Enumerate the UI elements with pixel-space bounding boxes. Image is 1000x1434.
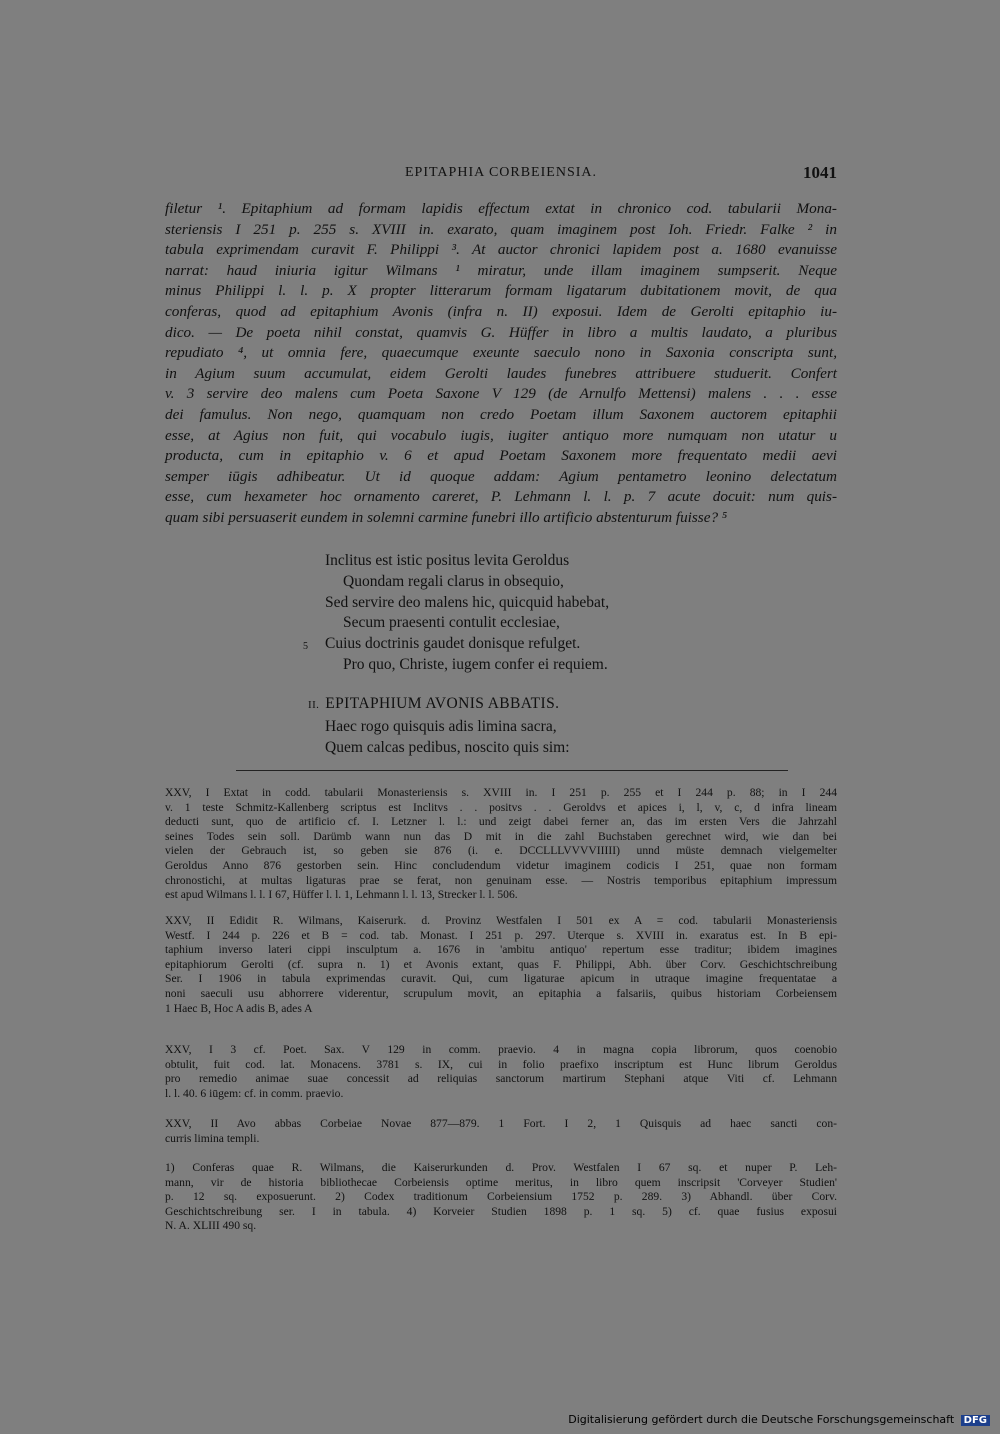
verse-line: Quem calcas pedibus, noscito quis sim: [325,738,570,756]
section-roman-numeral: II. [308,699,320,711]
verse-text: Secum praesenti contulit ecclesiae, [343,614,560,632]
header-title: EPITAPHIA CORBEIENSIA. [405,165,597,180]
apparatus-note-2 [165,914,837,1016]
credit-text: Digitalisierung gefördert durch die Deutsche Forschungsgemeinschaft [568,1413,955,1426]
digitization-credit [568,1413,990,1426]
note-line: Geroldus Anno 876 gestorben sein. Hinc concludendum videtur imaginem codicis I 251, quae non formam [165,858,837,872]
apparatus-note-1 [165,786,837,903]
paragraph-line: quam sibi persuaserit eundem in solemni carmine funebri illo artificio abstenturum fuisse? ⁵ [165,508,728,526]
verse-line [325,593,609,614]
dfg-logo: DFG [961,1415,990,1426]
verse-text: Quondam regali clarus in obsequio, [343,572,564,590]
commentary-note-1 [165,1043,837,1101]
paragraph-line: v. 3 servire deo malens cum Poeta Saxone V 129 (de Arnulfo Mettensi) malens . . . esse [165,385,837,403]
verse-line [325,572,609,593]
paragraph-line: dei famulus. Non nego, quamquam non credo Poetam illum Saxonem auctorem epitaphii [165,405,837,423]
paragraph-line: producta, cum in epitaphio v. 6 et apud Poetam Saxonem more frequentato medii aevi [165,447,837,465]
note-line: vielen der Gebrauch ist, so geben sie 876 (i. e. DCCLLLVVVVIIIII) unnd müste demnach vielgemelter [165,844,837,858]
note-line: Ser. I 1906 in tabula exprimendas curavit. Qui, cum ligaturae apicum in utraque imagine frequentatae a [165,972,837,986]
paragraph-line: minus Philippi l. l. p. X propter litterarum formam ligatarum dubitationem movit, de qua [165,282,837,300]
note-line: obtulit, fuit cod. lat. Monacens. 3781 s. IX, cui in folio praefixo inscriptum est Hunc librum Geroldus [165,1057,837,1071]
page-number: 1041 [803,163,837,182]
verse-text: Pro quo, Christe, iugem confer ei requiem. [343,655,608,673]
paragraph-line: filetur ¹. Epitaphium ad formam lapidis effectum extat in chronico cod. tabularii Mona- [165,200,837,217]
commentary-note-2 [165,1117,837,1146]
note-line: XXV, II Edidit R. Wilmans, Kaiserurk. d. Provinz Westfalen I 501 ex A = cod. tabularii Monasteriensis [165,914,837,927]
verse-line: Haec rogo quisquis adis limina sacra, [325,718,557,735]
footnote-line: N. A. XLIII 490 sq. [165,1219,257,1233]
section-heading [308,695,559,713]
note-line: epitaphiorum Gerolti (cf. supra n. 1) et Avonis extant, quas F. Philippi, Abh. über Corv. Geschichtschreibung [165,957,837,971]
paragraph-line: repudiato ⁴, ut omnia fere, quaecumque exeunte saeculo nono in Saxonia conscripta sunt, [165,344,837,362]
verse-text: Inclitus est istic positus levita Geroldus [325,552,570,569]
note-line: seines Todes sein soll. Darümb wann nun das D mit in die zahl Buchstaben gerechnet wird, wie dan bei [165,829,837,843]
paragraph-line: tabula exprimendam curavit F. Philippi ³. At auctor chronici lapidem post a. 1680 evanuisse [165,241,837,259]
running-header [165,161,837,185]
verse-line [325,613,609,634]
paragraph-line: esse, at Agius non fuit, qui vocabulo iugis, iugiter antiquo more numquam non utatur u [165,426,837,444]
note-line: deducti sunt, quo de artificio cf. I. Letzner l. l.: und zeigt dabei ferner an, das im ersten Vers die Jahrzahl [165,815,837,829]
note-line: XXV, I Extat in codd. tabularii Monasteriensis s. XVIII in. I 251 p. 255 et I 244 p. 88; in I 244 [165,786,837,799]
footnote-line: Geschichtschreibung ser. I in tabula. 4) Korveier Studien 1898 p. 1 sq. 5) cf. quae fusius exposui [165,1204,837,1218]
paragraph-line: in Agium suum accumulat, eidem Gerolti laudes funebres attribuere studuerit. Confert [165,364,837,382]
note-line: est apud Wilmans l. l. I 67, Hüffer l. l. 1, Lehmann l. l. 13, Strecker l. l. 506. [165,888,518,902]
paragraph-line: semper iūgis adhibeatur. Ut id quoque addam: Agium pentametro leonino delectatum [165,467,837,485]
verse-text: Sed servire deo malens hic, quicquid habebat, [325,593,610,611]
footnote-line: 1) Conferas quae R. Wilmans, die Kaiserurkunden d. Prov. Westfalen I 67 sq. et nuper P. Leh- [165,1161,837,1174]
note-line: taphium inverso lateri cippi insculptum a. 1676 in 'ambitu antiquo' repertum esse traditur; ibidem imagines [165,943,837,957]
note-line: XXV, I 3 cf. Poet. Sax. V 129 in comm. praevio. 4 in magna copia librorum, quos coenobio [165,1043,837,1056]
epitaph-poem-2 [325,717,570,759]
paragraph-line: steriensis I 251 p. 255 s. XVIII in. exarato, quam imaginem post Ioh. Friedr. Falke ² in [165,220,837,238]
verse-line [325,655,609,676]
verse-text: Cuius doctrinis gaudet donisque refulget. [325,635,581,653]
section-title: EPITAPHIUM AVONIS ABBATIS. [325,695,560,712]
note-line: pro remedio animae suae concessit ad reliquias sanctorum martirum Stephani atque Viti cf. Lehmann [165,1072,837,1086]
note-line: v. 1 teste Schmitz-Kallenberg scriptus est Inclitvs . . positvs . . Geroldvs et apices i, l, v, c, d infra lineam [165,800,837,814]
commentary-paragraph [165,199,837,529]
note-line: Westf. I 244 p. 226 et B = cod. tab. Monast. I 251 p. 297. Uterque s. XVIII in. exaratus est. In B epi- [165,928,837,942]
paragraph-line: conferas, quod ad epitaphium Avonis (infra n. II) exposui. Idem de Gerolti epitaphio iu- [165,302,837,320]
note-line: XXV, II Avo abbas Corbeiae Novae 877—879. 1 Fort. I 2, 1 Quisquis ad haec sancti con- [165,1117,837,1130]
paragraph-line: dico. — De poeta nihil constat, quamvis G. Hüffer in libro a multis laudato, a pluribus [165,323,837,341]
notes-divider [236,770,788,771]
footnote-line: mann, vir de historia bibliothecae Corbeiensis optime meritus, in libro quem inscripsit 'Corveyer Studien' [165,1175,837,1189]
footnote-line: p. 12 sq. exposuerunt. 2) Codex traditionum Corbeiensium 1752 p. 289. 3) Abhandl. über Corv. [165,1190,837,1204]
footnotes [165,1161,837,1234]
note-line: l. l. 40. 6 iūgem: cf. in comm. praevio. [165,1086,344,1100]
paragraph-line: narrat: haud iniuria igitur Wilmans ¹ miratur, unde illam imaginem sumpserit. Neque [165,261,837,279]
note-line: curris limina templi. [165,1131,260,1145]
epitaph-poem-1 [303,551,610,676]
paragraph-line: esse, cum hexameter hoc ornamento careret, P. Lehmann l. l. p. 7 acute docuit: num quis- [165,488,837,506]
note-line: noni saeculi usu abhorrere viderentur, scrupulum movit, an epitaphia a falsariis, quibus historiam Corbeiensem [165,986,837,1000]
verse-number: 5 [303,641,308,653]
note-line: 1 Haec B, Hoc A adis B, ades A [165,1001,313,1015]
verse-line [303,634,609,655]
note-line: chronostichi, at multas ligaturas prae se ferat, non genuinam esse. — Nostris temporibus epitaphium impressum [165,873,837,887]
verse-line [325,551,609,572]
